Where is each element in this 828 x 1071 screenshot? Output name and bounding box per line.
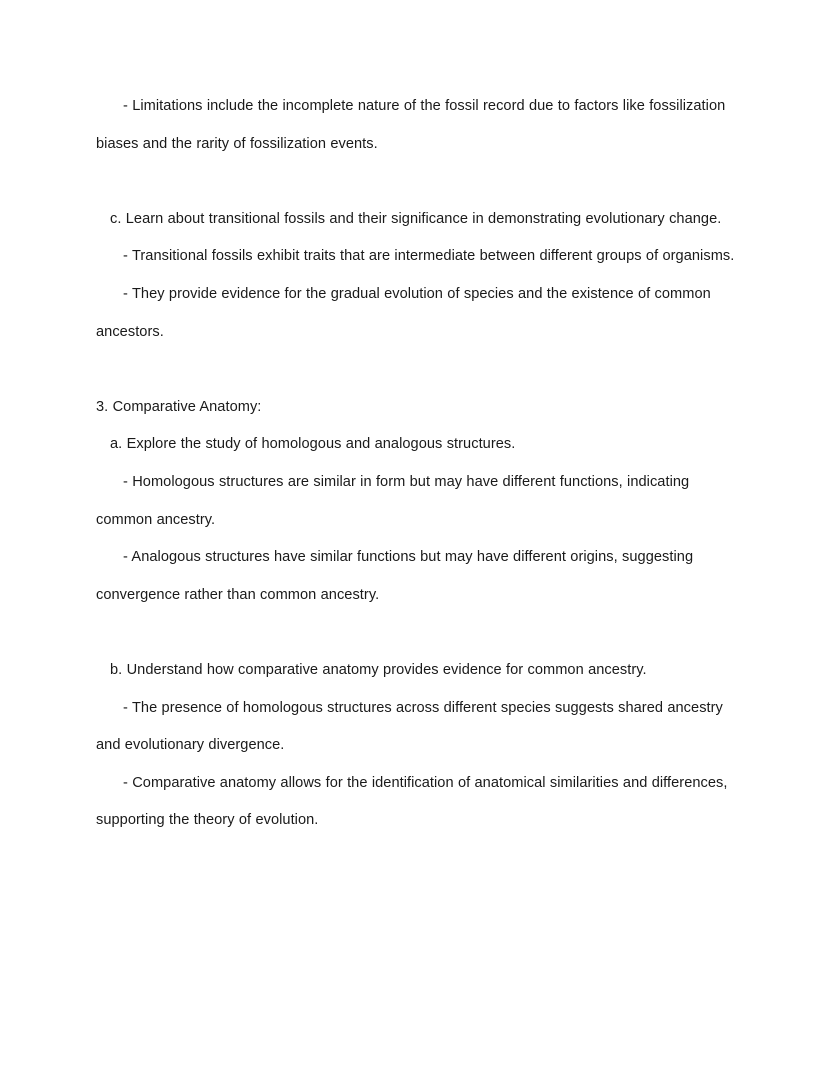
paragraph-item-b-common-ancestry-evidence: b. Understand how comparative anatomy provides evidence for common ancestry. [110, 661, 647, 678]
paragraph-item-a-homologous-analogous: a. Explore the study of homologous and analogous structures. [110, 436, 516, 453]
paragraph-gradual-evolution-evidence: - They provide evidence for the gradual evolution of species and the existence of common ancestors. [96, 285, 711, 340]
paragraph-limitations: - Limitations include the incomplete nature of the fossil record due to factors like fossilization biases and the rarity of fossilization events. [96, 98, 726, 152]
paragraph-heading-comparative-anatomy: 3. Comparative Anatomy: [96, 398, 262, 415]
paragraph-item-c-transitional-fossils: c. Learn about transitional fossils and their significance in demonstrating evolutionary change. [110, 210, 722, 227]
paragraph-homologous-definition: - Homologous structures are similar in form but may have different functions, indicating common ancestry. [96, 473, 690, 528]
paragraph-homologous-across-species: - The presence of homologous structures across different species suggests shared ancestry and evolutionary divergence. [96, 699, 723, 754]
paragraph-transitional-traits: - Transitional fossils exhibit traits that are intermediate between different groups of organisms. [123, 248, 735, 265]
paragraph-analogous-definition: - Analogous structures have similar functions but may have different origins, suggesting convergence rather than common ancestry. [96, 549, 694, 603]
paragraph-anatomical-similarities: - Comparative anatomy allows for the identification of anatomical similarities and differences, supporting the theory of evolution. [96, 774, 728, 829]
document-text-body [96, 88, 736, 840]
